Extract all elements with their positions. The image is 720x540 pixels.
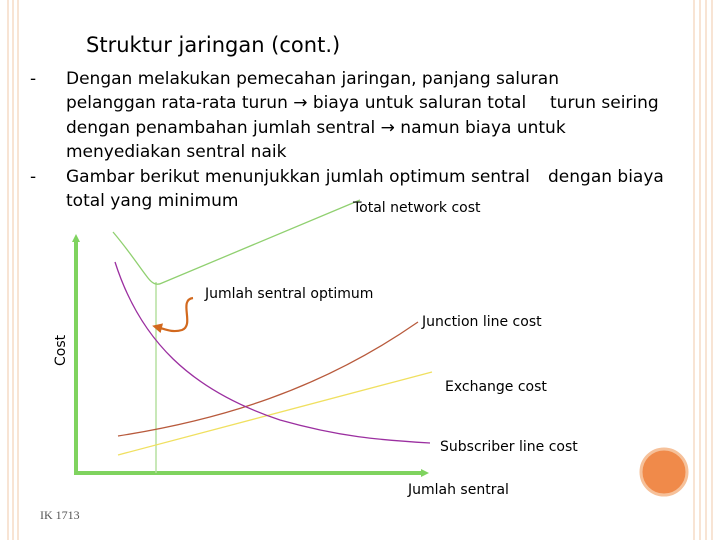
bullet-text: menyediakan sentral naik <box>66 142 287 163</box>
bullet-line <box>30 67 670 91</box>
bullet-line <box>30 116 670 140</box>
bullet-dash: - <box>30 166 37 187</box>
exchange-cost-line <box>118 372 432 455</box>
bullet-line <box>30 91 670 115</box>
bullet-text: Dengan melakukan pemecahan jaringan, panjang saluran <box>66 69 559 89</box>
bullet-line <box>30 165 670 189</box>
bullet-line <box>30 189 670 213</box>
bullet-list <box>30 67 670 213</box>
exchange-cost-label: Exchange cost <box>445 379 547 395</box>
left-frame-decoration <box>0 0 28 540</box>
subscriber-line-cost-curve <box>115 262 430 443</box>
total-network-cost-label: Total network cost <box>353 200 481 216</box>
optimum-label: Jumlah sentral optimum <box>205 286 374 302</box>
bullet-tail-text: turun seiring <box>550 93 659 114</box>
bullet-tail-text: dengan biaya <box>548 166 664 187</box>
bullet-text: Gambar berikut menunjukkan jumlah optimum sentral <box>66 166 530 187</box>
optimum-pointer-arrow <box>157 298 193 331</box>
bullet-text: pelanggan rata-rata turun → biaya untuk saluran total <box>66 93 527 114</box>
bullet-text: total yang minimum <box>66 190 239 211</box>
slide-title: Struktur jaringan (cont.) <box>86 33 341 57</box>
y-axis-label: Cost <box>53 334 69 366</box>
decorative-circle <box>641 449 687 495</box>
right-frame-decoration <box>684 0 720 540</box>
junction-line-cost-label: Junction line cost <box>422 314 542 330</box>
x-axis-label: Jumlah sentral <box>408 482 509 498</box>
bullet-text: dengan penambahan jumlah sentral → namun biaya untuk <box>66 117 566 138</box>
bullet-line <box>30 140 670 164</box>
bullet-dash: - <box>30 69 37 89</box>
junction-line-cost-curve <box>118 322 418 436</box>
slide-footer: IK 1713 <box>40 508 80 522</box>
subscriber-line-cost-label: Subscriber line cost <box>440 439 578 455</box>
